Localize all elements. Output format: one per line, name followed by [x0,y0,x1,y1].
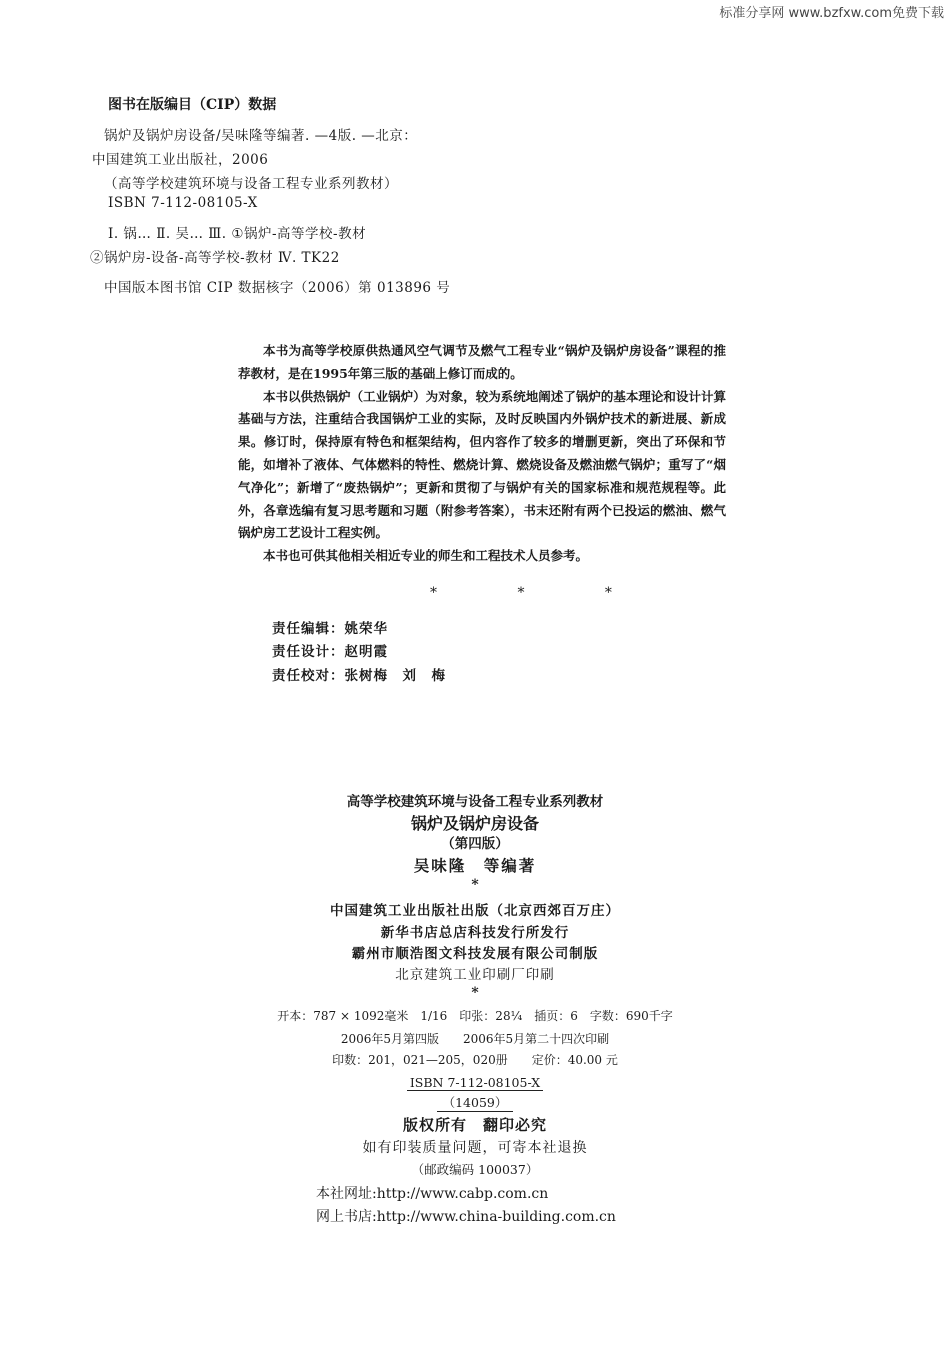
cip-title: 图书在版编目（CIP）数据 [108,97,277,113]
format-specs: 开本：787 × 1092毫米 1/16 印张：28¼ 插页：6 字数：690千字 [277,1009,673,1023]
responsible-editor: 责任编辑：姚荣华 [272,621,388,637]
separator-dot: * [471,877,479,893]
responsible-designer: 责任设计：赵明霞 [272,644,388,660]
cip-line: （高等学校建筑环境与设备工程专业系列教材） [104,176,398,192]
printer: 北京建筑工业印刷厂印刷 [395,967,555,983]
cip-line: ISBN 7-112-08105-X [108,195,258,211]
edition: （第四版） [441,836,509,852]
isbn-line [0,1072,950,1091]
cip-line: 锅炉及锅炉房设备/吴味隆等编著. —4版. —北京： [104,128,418,144]
print-run-price: 印数：201，021—205，020册 定价：40.00 元 [332,1053,618,1067]
summary-paragraph: 本书也可供其他相关相近专业的师生和工程技术人员参考。 [263,548,589,564]
online-bookstore: 网上书店:http://www.china-building.com.cn [316,1209,616,1225]
copyright-notice: 版权所有 翻印必究 [402,1116,547,1134]
author: 吴味隆 等编著 [413,856,537,875]
catalog-code-line [0,1092,950,1112]
cip-line: 中国版本图书馆 CIP 数据核字（2006）第 013896 号 [104,280,451,296]
summary-paragraph: 本书为高等学校原供热通风空气调节及燃气工程专业“锅炉及锅炉房设备”课程的推荐教材，是在1995年第三版的基础上修订而成的。 [238,343,726,381]
catalog-code: （14059） [437,1093,514,1112]
summary-paragraph: 本书以供热锅炉（工业锅炉）为对象，较为系统地阐述了锅炉的基本理论和设计计算基础与方法，注重结合我国锅炉工业的实际，及时反映国内外锅炉技术的新进展、新成果。修订时，保持原有特色和框架结构，但内容作了较多的增删更新，突出了环保和节能，如增补了液体、气体燃料的特性、燃烧计算、燃烧设备及燃油燃气锅炉；重写了“烟气净化”；新增了“废热锅炉”；更新和贯彻了与锅炉有关的国家标准和规范规程等。此外，各章选编有复习思考题和习题（附参考答案），书末还附有两个已投运的燃油、燃气锅炉房工艺设计工程实例。 [238,388,726,541]
cip-line: 中国建筑工业出版社，2006 [92,152,269,168]
edition-dates: 2006年5月第四版 2006年5月第二十四次印刷 [340,1032,610,1046]
responsible-proofreader: 责任校对：张树梅 刘 梅 [272,668,446,684]
postal-code: （邮政编码 100037） [411,1162,539,1177]
book-title: 锅炉及锅炉房设备 [410,814,539,833]
separator-dot: * [471,985,479,1001]
isbn: ISBN 7-112-08105-X [407,1074,543,1091]
publisher: 中国建筑工业出版社出版（北京西郊百万庄） [330,903,620,919]
cip-line: Ⅰ. 锅… Ⅱ. 吴… Ⅲ. ①锅炉-高等学校-教材 [108,226,367,242]
book-summary [238,340,726,568]
distributor: 新华书店总店科技发行所发行 [380,925,570,941]
cip-line: ②锅炉房-设备-高等学校-教材 Ⅳ. TK22 [90,250,340,266]
typesetter: 霸州市顺浩图文科技发展有限公司制版 [351,946,599,962]
publisher-website: 本社网址:http://www.cabp.com.cn [316,1186,549,1202]
separator-stars: * * * [430,585,650,601]
return-notice: 如有印装质量问题，可寄本社退换 [362,1140,588,1156]
series-name: 高等学校建筑环境与设备工程专业系列教材 [346,794,604,810]
watermark-text: 标准分享网 www.bzfxw.com免费下载 [719,6,944,21]
